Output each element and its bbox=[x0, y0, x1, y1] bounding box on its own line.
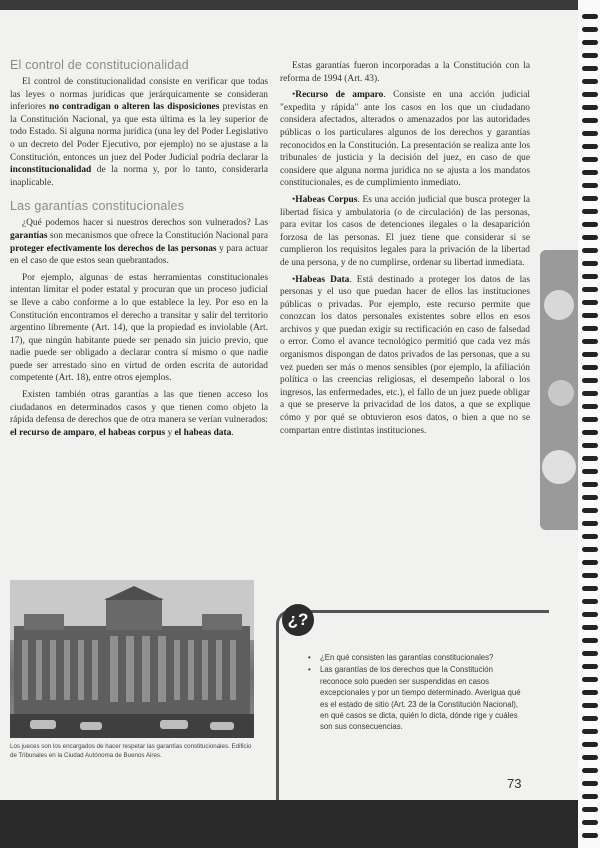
text-run: . Está destinado a proteger los datos de las personas y el uso que puedan hacer de ellos las instituciones públicas o privadas. Por ejemplo, este recurso permite que conozcan los datos personales existentes sobre ellos en esos archivos y que puedan exigir su rectificación en caso de falsedad o error. Como el avance tecnológico permitió que cada vez más organismos dispongan de datos privados de las personas, que a su vez pueden ser más o menos sensibles (por ejemplo, la afiliación política o las creencias religiosas, el desempeño laboral o los ingresos, las enfermedades, etc.), el fallo de un juez puede obligar a que se preserve la privacidad de los datos, a que se explique cómo y por qué se obtuvieron esos datos, o bien a que no se compartan entre distintas instituciones. bbox=[280, 274, 530, 436]
text-run: . Es una acción judicial que busca proteger la libertad física y ambulatoria (o de circulación) de las personas, para evitar los casos de detenciones ilegales o la desaparición forzosa de las personas. El juez tiene que considerar si se cumplieron los requisitos legales para la privación de la libertad de una persona, y de no cumplirse, ordenar su libertad inmediata. bbox=[280, 194, 530, 268]
binding-ring bbox=[582, 14, 598, 19]
text-run: y para actuar en el caso de que estos sean quebrantados. bbox=[10, 243, 269, 267]
binding-ring bbox=[582, 339, 598, 344]
binding-ring bbox=[582, 781, 598, 786]
left-column bbox=[10, 58, 268, 443]
bold-text: proteger efectivamente los derechos de las personas bbox=[10, 243, 217, 254]
binding-ring bbox=[582, 469, 598, 474]
binding-ring bbox=[582, 248, 598, 253]
bold-text: inconstitucionalidad bbox=[10, 165, 92, 176]
binding-ring bbox=[582, 131, 598, 136]
binding-ring bbox=[582, 768, 598, 773]
binding-ring bbox=[582, 833, 598, 838]
binding-ring bbox=[582, 326, 598, 331]
question-item: • Las garantías de los derechos que la Constitución reconoce solo pueden ser suspendidas en casos excepcionales y por un tiempo determinado. Averigua qué es el estado de sitio (Art. 23 de la Constitución Nacional), en qué casos se dicta, quién lo dicta, dónde rige y cuáles son sus consecuencias. bbox=[306, 664, 526, 732]
binding-ring bbox=[582, 625, 598, 630]
bold-text: el recurso de amparo bbox=[10, 427, 95, 438]
paragraph-garantias-2 bbox=[10, 272, 268, 385]
paragraph-habeas-data bbox=[280, 274, 530, 438]
binding-ring bbox=[582, 144, 598, 149]
binding-ring bbox=[582, 170, 598, 175]
text-run: y bbox=[165, 427, 175, 438]
heading-garantias: Las garantías constitucionales bbox=[10, 199, 185, 214]
binding-ring bbox=[582, 755, 598, 760]
binding-ring bbox=[582, 79, 598, 84]
binding-ring bbox=[582, 378, 598, 383]
binding-ring bbox=[582, 495, 598, 500]
binding-ring bbox=[582, 196, 598, 201]
binding-ring bbox=[582, 66, 598, 71]
paragraph-intro bbox=[280, 60, 530, 85]
binding-ring bbox=[582, 638, 598, 643]
binding-ring bbox=[582, 391, 598, 396]
binding-ring bbox=[582, 118, 598, 123]
text-run: Por ejemplo, algunas de estas herramientas constitucionales intentan limitar el poder estatal y procuran que un proceso judicial se lleve a cabo conforme a lo que establece la ley. Por eso en la Constitución encontramos el derecho a transitar y salir del territorio argentino libremente (Art. 14), que la propiedad es inviolable (Art. 17), que ningún habitante puede ser penado sin juicio previo, que nadie puede ser obligado a declarar contra sí mismo o que nadie puede ser arrestado sino en virtud de orden escrita de autoridad competente (Art. 18), entre otros ejemplos. bbox=[10, 272, 268, 384]
binding-ring bbox=[582, 27, 598, 32]
binding-ring bbox=[582, 222, 598, 227]
binding-ring bbox=[582, 183, 598, 188]
binding-ring bbox=[582, 807, 598, 812]
bold-text: Recurso de amparo bbox=[295, 90, 384, 101]
binding-ring bbox=[582, 612, 598, 617]
binding-ring bbox=[582, 716, 598, 721]
binding-ring bbox=[582, 105, 598, 110]
bold-text: no contradigan o alteren las disposiciones bbox=[49, 102, 220, 113]
text-run: . bbox=[231, 427, 234, 438]
bold-text: Habeas Data bbox=[295, 274, 350, 285]
question-icon: ¿? bbox=[282, 604, 314, 636]
binding-ring bbox=[582, 157, 598, 162]
paragraph-habeas-corpus bbox=[280, 194, 530, 270]
binding-ring bbox=[582, 274, 598, 279]
questions-list bbox=[306, 652, 526, 734]
binding-ring bbox=[582, 664, 598, 669]
scan-bottom-edge bbox=[0, 800, 600, 848]
binding-ring bbox=[582, 599, 598, 604]
text-run: de la norma y, por lo tanto, considerarla inaplicable. bbox=[10, 165, 268, 188]
binding-ring bbox=[582, 300, 598, 305]
binding-ring bbox=[582, 690, 598, 695]
binding-ring bbox=[582, 209, 598, 214]
binding-ring bbox=[582, 404, 598, 409]
bold-text: Habeas Corpus bbox=[295, 194, 358, 205]
binding-ring bbox=[582, 521, 598, 526]
tribunales-building-photo bbox=[10, 580, 254, 738]
text-run: Estas garantías fueron incorporadas a la Constitución con la reforma de 1994 (Art. 43). bbox=[280, 61, 530, 84]
photo-caption: Los jueces son los encargados de hacer respetar las garantías constitucionales. Edificio de Tribunales en la Ciudad Autónoma de Buenos Aires. bbox=[10, 743, 252, 759]
binding-ring bbox=[582, 508, 598, 513]
text-run: , bbox=[94, 427, 99, 438]
binding-ring bbox=[582, 547, 598, 552]
binding-ring bbox=[582, 651, 598, 656]
binding-ring bbox=[582, 703, 598, 708]
binding-ring bbox=[582, 482, 598, 487]
binding-ring bbox=[582, 742, 598, 747]
paragraph-amparo bbox=[280, 89, 530, 190]
binding-ring bbox=[582, 456, 598, 461]
binding-ring bbox=[582, 794, 598, 799]
binding-ring bbox=[582, 534, 598, 539]
text-run: Existen también otras garantías a las que tienen acceso los ciudadanos en determinados casos y que tienen como objeto la rápida defensa de derechos que de otra manera se verían vulnerados: bbox=[10, 390, 268, 426]
bold-text: garantías bbox=[10, 230, 48, 241]
text-run: ¿Qué podemos hacer si nuestros derechos son vulnerados? Las bbox=[22, 218, 268, 229]
question-item: • ¿En qué consisten las garantías constitucionales? bbox=[306, 652, 526, 663]
binding-ring bbox=[582, 417, 598, 422]
binding-ring bbox=[582, 53, 598, 58]
text-run: previstas en la Constitución Nacional, ya que esta última es la ley superior de todo Estado. Si alguna norma jurídica (una ley del Poder Legislativo o un decreto del Poder Ejecutivo, por ejemplo) no se ajustase a la Constitución, entonces un juez del Poder Judicial podría declarar la bbox=[10, 102, 268, 163]
right-column bbox=[280, 60, 530, 441]
paragraph-garantias-1 bbox=[10, 217, 268, 267]
binding-ring bbox=[582, 677, 598, 682]
binding-ring bbox=[582, 729, 598, 734]
binding-ring bbox=[582, 287, 598, 292]
binding-ring bbox=[582, 443, 598, 448]
binding-ring bbox=[582, 40, 598, 45]
spiral-binding bbox=[578, 0, 600, 848]
binding-ring bbox=[582, 820, 598, 825]
binding-ring bbox=[582, 586, 598, 591]
binding-ring bbox=[582, 573, 598, 578]
binding-ring bbox=[582, 352, 598, 357]
text-run: son mecanismos que ofrece la Constitución Nacional para bbox=[47, 230, 268, 241]
text-run: . Consiste en una acción judicial "expedita y rápida" ante los casos en los que un ciudadano considera afectados, alterados o amenazados por las autoridades públicas o los particulares algunos de los derechos y garantías reconocidos en la Constitución. La presentación se realiza ante los tribunales de justicia y la decisión del juez, en caso de que considere que alguna norma jurídica no se ajusta a los mandatos constitucionales, es de cumplimiento inmediato. bbox=[280, 90, 530, 189]
decorative-side-tab bbox=[540, 250, 578, 530]
binding-ring bbox=[582, 261, 598, 266]
binding-ring bbox=[582, 430, 598, 435]
binding-ring bbox=[582, 560, 598, 565]
textbook-page bbox=[0, 10, 578, 800]
binding-ring bbox=[582, 365, 598, 370]
paragraph-control bbox=[10, 76, 268, 189]
heading-control: El control de constitucionalidad bbox=[10, 58, 189, 72]
text-run: El control de constitucionalidad consiste en verificar que todas las leyes o normas jurídicas que jerárquicamente se consideran inferiores bbox=[10, 77, 268, 113]
page-number: 73 bbox=[507, 776, 522, 791]
binding-ring bbox=[582, 313, 598, 318]
bold-text: el habeas data bbox=[174, 427, 232, 438]
paragraph-garantias-3 bbox=[10, 389, 268, 439]
bold-text: el habeas corpus bbox=[98, 427, 166, 438]
binding-ring bbox=[582, 235, 598, 240]
binding-ring bbox=[582, 92, 598, 97]
